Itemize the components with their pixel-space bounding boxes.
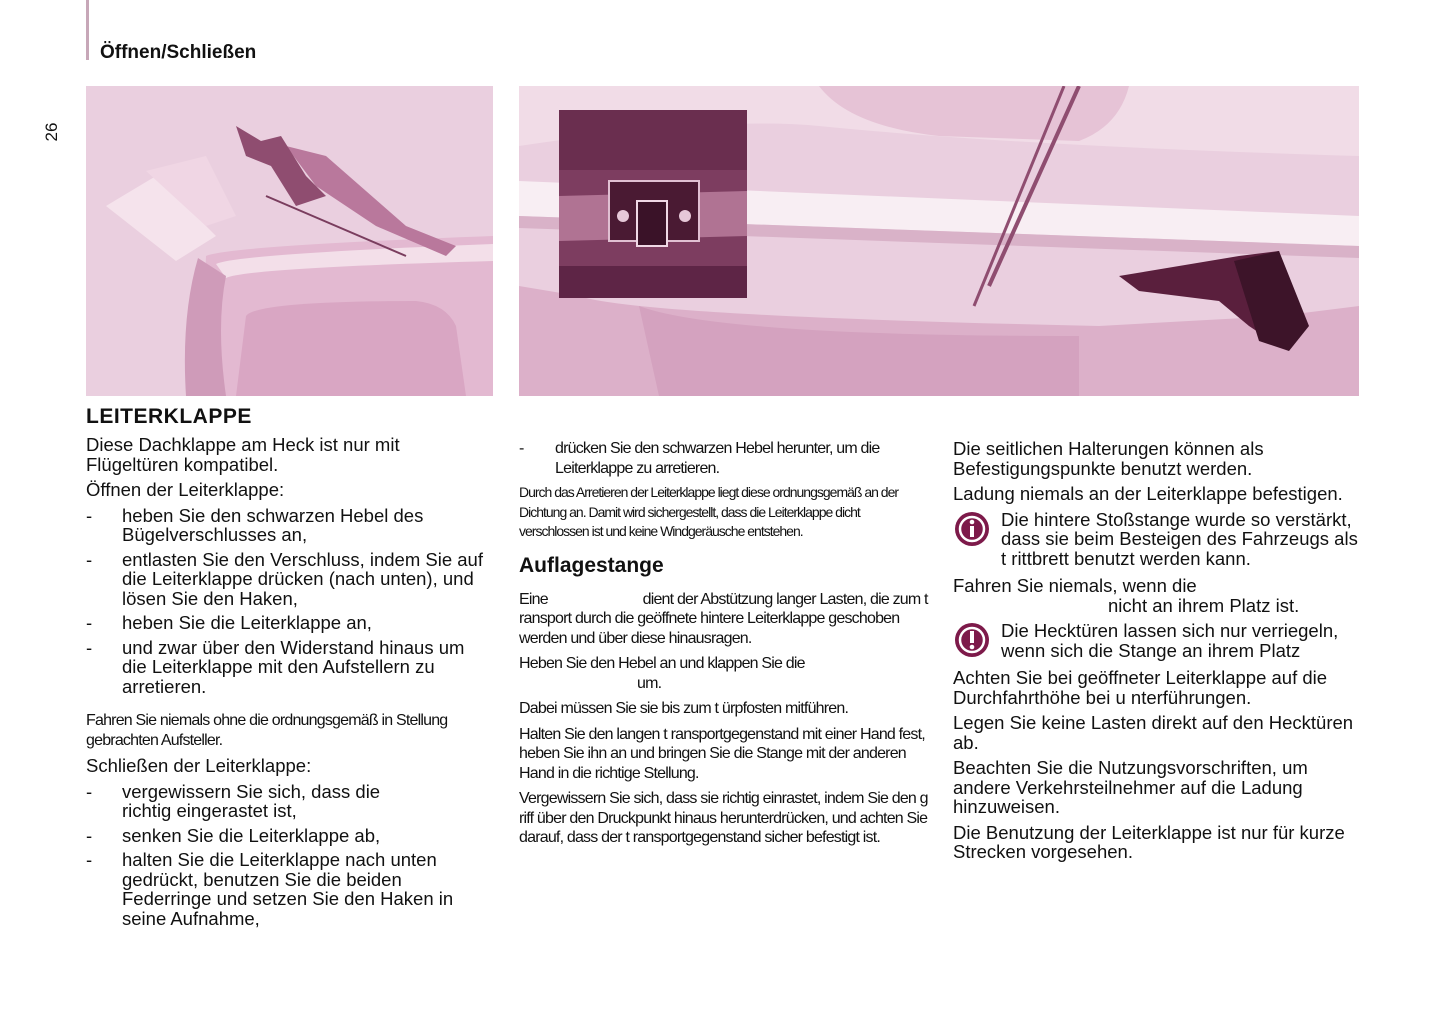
paragraph-4: Achten Sie bei geöffneter Leiterklappe auf die Durchfahrthöhe bei u nterführungen. (953, 667, 1328, 708)
page-number: 26 (42, 122, 61, 142)
section-heading-leiterklappe: LEITERKLAPPE (86, 405, 252, 428)
open-title: Öffnen der Leiterklappe: (86, 479, 285, 500)
info-icon (953, 510, 991, 548)
close-title: Schließen der Leiterklappe: (86, 755, 312, 776)
intro-paragraph: Diese Dachklappe am Heck ist nur mit Flügeltüren kompatibel. (86, 434, 400, 475)
list-item: - senken Sie die Leiterklappe ab, (86, 824, 381, 846)
paragraph-1: Eine dient der Abstützung langer Lasten, die zum t ransport durch die geöffnete hintere Leiterklappe geschoben werden und über diese hinausragen. (519, 590, 932, 647)
list-item: - halten Sie die Leiterklappe nach unten gedrückt, benutzen Sie die beiden Federringe und setzen Sie den Haken in seine Aufnahme, (86, 849, 454, 929)
section-title: Öffnen/Schließen (100, 42, 257, 63)
section-heading-auflagestange: Auflagestange (519, 553, 664, 577)
paragraph-6: Beachten Sie die Nutzungsvorschriften, um andere Verkehrsteilnehmer auf die Ladung hinzuweisen. (953, 757, 1308, 817)
column-middle (519, 439, 932, 854)
header-accent-line (86, 0, 89, 60)
paragraph-7: Die Benutzung der Leiterklappe ist nur für kurze Strecken vorgesehen. (953, 821, 1345, 862)
list-item: - und zwar über den Widerstand hinaus um die Leiterklappe mit den Aufstellern zu arretieren. (86, 636, 465, 697)
paragraph-3: Fahren Sie niemals, wenn die nicht an ihrem Platz ist. (953, 575, 1300, 616)
column-left (86, 405, 494, 933)
paragraph-2: Ladung niemals an der Leiterklappe befestigen. (953, 483, 1343, 504)
paragraph-1: Die seitlichen Halterungen können als Befestigungspunkte benutzt werden. (953, 438, 1264, 479)
car-roof-flap-illustration (86, 86, 493, 396)
paragraph-5: Legen Sie keine Lasten direkt auf den Hecktüren ab. (953, 712, 1354, 753)
warning-note: Die Hecktüren lassen sich nur verriegeln, wenn sich die Stange an ihrem Platz (953, 621, 1363, 660)
list-item: - drücken Sie den schwarzen Hebel herunter, um die Leiterklappe zu arretieren. (519, 440, 880, 477)
list-item: - vergewissern Sie sich, dass die richtig eingerastet ist, (86, 780, 489, 821)
paragraph-2: Heben Sie den Hebel an und klappen Sie die um. (519, 655, 805, 692)
support-bar-illustration (519, 86, 1359, 396)
list-item: - heben Sie die Leiterklappe an, (86, 612, 372, 633)
warning-paragraph: Fahren Sie niemals ohne die ordnungsgemäß in Stellung gebrachten Aufsteller. (86, 712, 448, 749)
seal-note: Durch das Arretieren der Leiterklappe liegt diese ordnungsgemäß an der Dichtung an. Damit wird sichergestellt, dass die Leiterklappe dicht verschlossen ist und keine Windgeräusche entstehen. (519, 484, 899, 539)
list-item: - entlasten Sie den Verschluss, indem Sie auf die Leiterklappe drücken (nach unten), und lösen Sie den Haken, (86, 548, 483, 609)
paragraph-5: Vergewissern Sie sich, dass sie richtig einrastet, indem Sie den g riff über den Druckpunkt hinaus herunterdrücken, und achten Sie darauf, dass der t ransportgegenstand sicher befestigt ist. (519, 790, 928, 846)
paragraph-4: Halten Sie den langen t ransportgegenstand mit einer Hand fest, heben Sie ihn an und bringen Sie die Stange mit der anderen Hand in die richtige Stellung. (519, 725, 925, 782)
exclamation-icon (953, 621, 991, 659)
list-item: - heben Sie den schwarzen Hebel des Bügelverschlusses an, (86, 504, 424, 545)
paragraph-3: Dabei müssen Sie sie bis zum t ürpfosten mitführen. (519, 700, 849, 717)
info-note: Die hintere Stoßstange wurde so verstärkt, dass sie beim Besteigen des Fahrzeugs als t rittbrett benutzt werden kann. (953, 510, 1363, 569)
column-right (953, 439, 1363, 868)
